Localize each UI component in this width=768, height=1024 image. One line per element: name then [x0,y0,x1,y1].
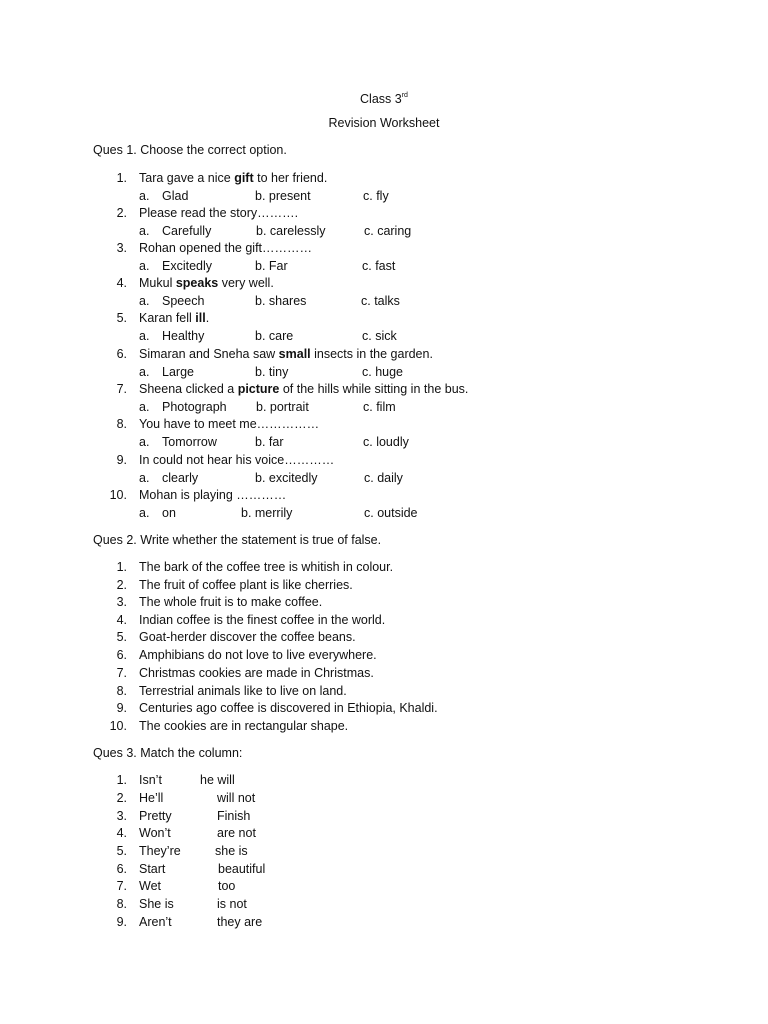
match-right-term: will not [217,791,256,805]
option-a: Carefully [162,224,212,238]
option-b: b. Far [255,259,288,273]
q1-heading: Ques 1. Choose the correct option. [93,143,287,157]
match-left-term: They’re [139,844,181,858]
question-text-post: very well. [218,276,274,290]
option-a: Excitedly [162,259,213,273]
match-right-term: beautiful [218,862,266,876]
option-a: Tomorrow [162,435,217,449]
match-number: 7. [116,879,127,893]
statement-text: The whole fruit is to make coffee. [139,595,323,609]
option-b: b. far [255,435,284,449]
question-text [139,381,468,397]
question-text-pre: Mohan is playing ………… [139,488,287,502]
option-a: Large [162,365,194,379]
question-keyword: small [278,347,311,361]
option-letter-a: a. [139,471,150,485]
question-number: 6. [116,347,127,361]
question-text [139,346,433,362]
match-right-term: is not [217,897,247,911]
option-b: b. care [255,329,294,343]
question-keyword: picture [237,382,280,396]
class-label: Class 3 [360,92,402,106]
option-c: c. caring [364,224,412,238]
question-number: 2. [116,206,127,220]
question-text-pre: You have to meet me…………… [139,417,320,431]
q3-heading: Ques 3. Match the column: [93,746,243,760]
option-c: c. loudly [363,435,409,449]
option-letter-a: a. [139,224,150,238]
question-text [139,170,327,186]
option-letter-a: a. [139,189,150,203]
statement-number: 7. [116,666,127,680]
option-c: c. huge [362,365,404,379]
statement-text: Terrestrial animals like to live on land. [139,684,347,698]
option-c: c. talks [361,294,400,308]
question-keyword: ill [195,311,206,325]
statement-text: The bark of the coffee tree is whitish in colour. [139,560,394,574]
option-letter-a: a. [139,400,150,414]
match-left-term: She is [139,897,174,911]
statement-text: The fruit of coffee plant is like cherries. [139,578,353,592]
question-number: 9. [116,453,127,467]
q2-heading: Ques 2. Write whether the statement is true of false. [93,533,382,547]
match-number: 4. [116,826,127,840]
question-text [139,205,298,221]
question-keyword: gift [234,171,254,185]
match-left-term: He’ll [139,791,164,805]
question-number: 3. [116,241,127,255]
statement-text: Centuries ago coffee is discovered in Ethiopia, Khaldi. [139,701,438,715]
match-right-term: are not [217,826,256,840]
question-text-pre: Mukul [139,276,176,290]
option-b: b. merrily [241,506,293,520]
statement-number: 9. [116,701,127,715]
match-number: 8. [116,897,127,911]
question-text-post: to her friend. [253,171,328,185]
question-number: 5. [116,311,127,325]
option-c: c. daily [364,471,403,485]
option-a: Glad [162,189,189,203]
match-right-term: too [218,879,236,893]
option-c: c. fly [363,189,389,203]
statement-number: 8. [116,684,127,698]
option-letter-a: a. [139,259,150,273]
option-a: Photograph [162,400,227,414]
question-text-pre: Please read the story………. [139,206,299,220]
statement-text: Goat-herder discover the coffee beans. [139,630,356,644]
match-number: 1. [116,773,127,787]
match-right-term: he will [200,773,235,787]
question-number: 7. [116,382,127,396]
option-b: b. carelessly [256,224,326,238]
question-text-post: of the hills while sitting in the bus. [279,382,469,396]
option-letter-a: a. [139,329,150,343]
statement-number: 4. [116,613,127,627]
question-keyword: speaks [175,276,219,290]
statement-number: 5. [116,630,127,644]
match-number: 2. [116,791,127,805]
statement-text: The cookies are in rectangular shape. [139,719,349,733]
statement-number: 3. [116,595,127,609]
statement-number: 10. [109,719,127,733]
match-left-term: Aren’t [139,915,172,929]
option-letter-a: a. [139,435,150,449]
match-left-term: Start [139,862,166,876]
match-right-term: she is [215,844,248,858]
match-left-term: Isn’t [139,773,162,787]
option-b: b. shares [255,294,307,308]
statement-text: Christmas cookies are made in Christmas. [139,666,374,680]
match-number: 3. [116,809,127,823]
match-number: 5. [116,844,127,858]
match-left-term: Won’t [139,826,171,840]
question-text-pre: Karan fell [139,311,196,325]
question-number: 4. [116,276,127,290]
question-text-pre: Simaran and Sneha saw [139,347,279,361]
question-text-post: . [205,311,210,325]
class-superscript: rd [401,92,408,99]
option-c: c. fast [362,259,396,273]
worksheet-title: Revision Worksheet [328,116,440,130]
question-text [139,310,209,326]
option-b: b. tiny [255,365,289,379]
question-text-pre: Sheena clicked a [139,382,238,396]
question-text-post: insects in the garden. [310,347,433,361]
question-text [139,452,334,468]
match-right-term: they are [217,915,263,929]
statement-number: 6. [116,648,127,662]
question-number: 1. [116,171,127,185]
option-b: b. present [255,189,311,203]
option-c: c. film [363,400,396,414]
question-text [139,240,312,256]
option-c: c. outside [364,506,418,520]
question-text-pre: Tara gave a nice [139,171,235,185]
option-a: Healthy [162,329,205,343]
option-a: Speech [162,294,205,308]
option-b: b. excitedly [255,471,318,485]
statement-number: 2. [116,578,127,592]
statement-text: Indian coffee is the finest coffee in the world. [139,613,386,627]
match-right-term: Finish [217,809,251,823]
statement-number: 1. [116,560,127,574]
class-title [0,88,768,107]
question-text [139,275,274,291]
question-text [139,416,319,432]
option-b: b. portrait [256,400,309,414]
question-text-pre: In could not hear his voice………… [139,453,335,467]
option-a: on [162,506,176,520]
option-a: clearly [162,471,199,485]
match-number: 6. [116,862,127,876]
option-letter-a: a. [139,506,150,520]
question-text-pre: Rohan opened the gift………… [139,241,313,255]
match-left-term: Wet [139,879,161,893]
question-number: 10. [109,488,127,502]
option-letter-a: a. [139,294,150,308]
statement-text: Amphibians do not love to live everywhere. [139,648,377,662]
option-c: c. sick [362,329,397,343]
question-text [139,487,286,503]
match-left-term: Pretty [139,809,172,823]
option-letter-a: a. [139,365,150,379]
question-number: 8. [116,417,127,431]
match-number: 9. [116,915,127,929]
